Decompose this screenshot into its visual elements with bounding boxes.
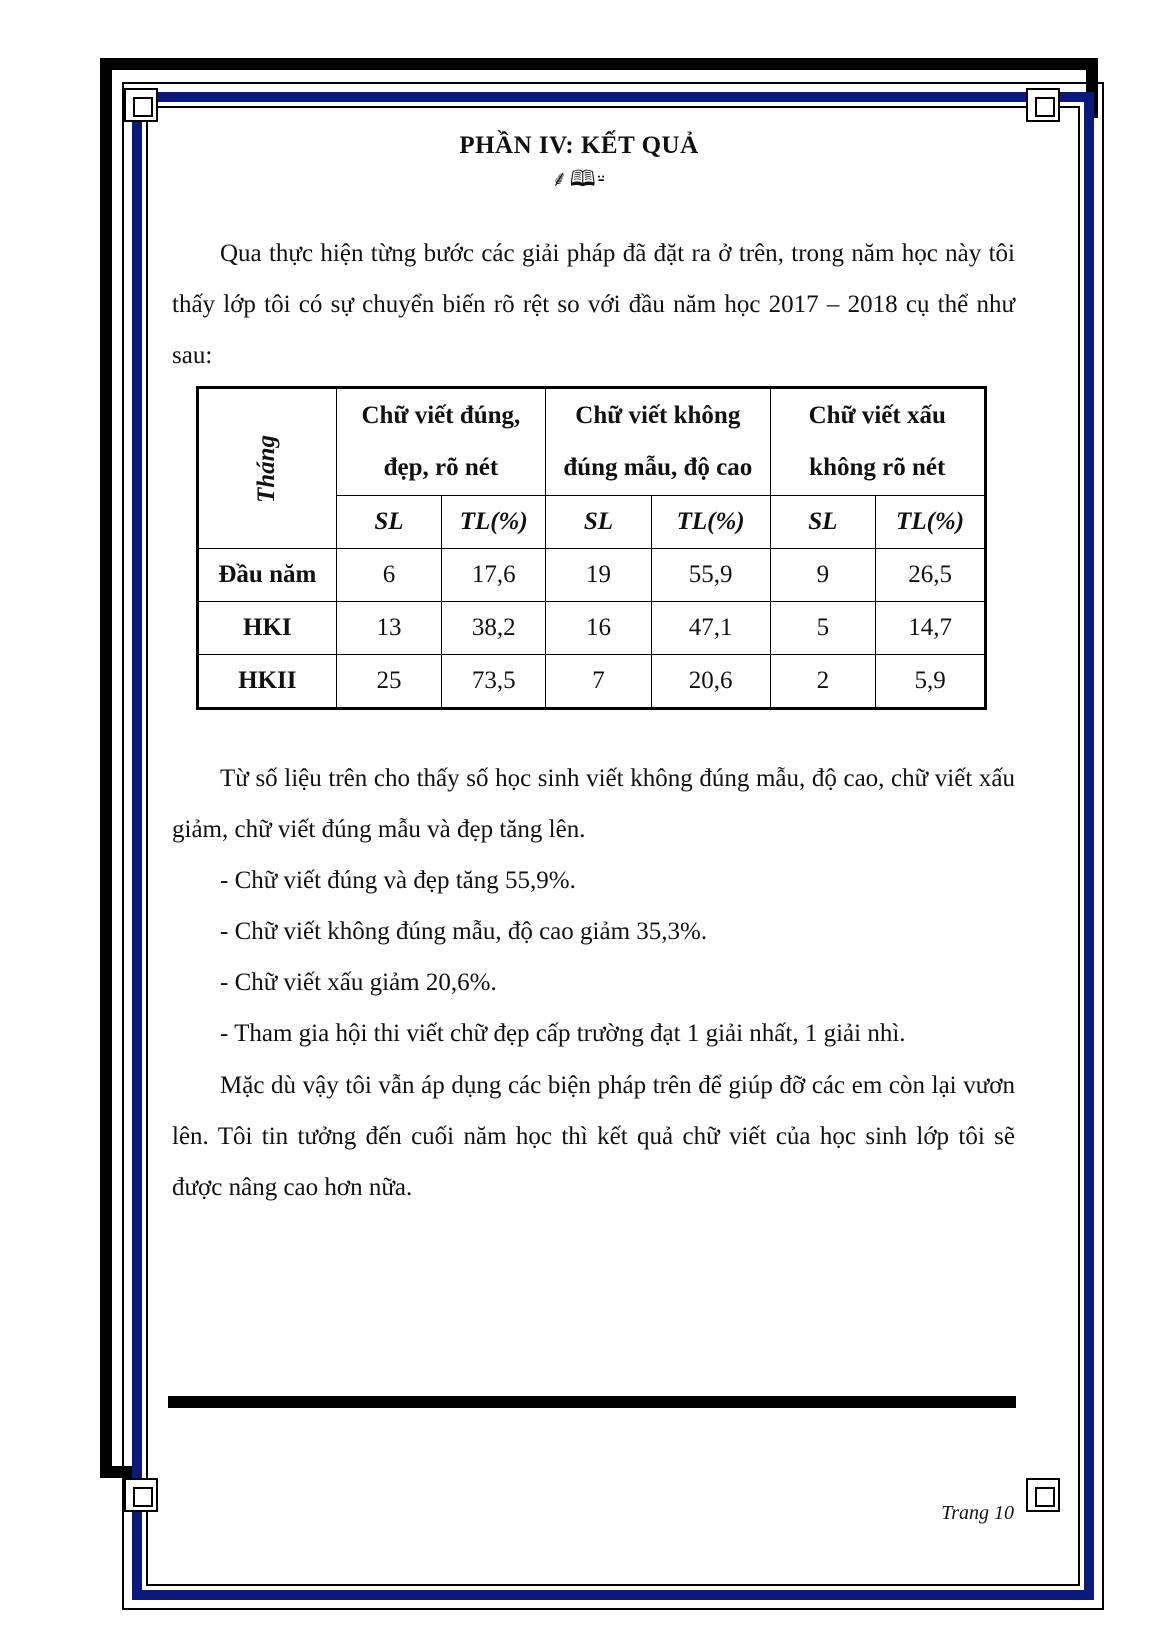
corner-ornament-bottom-left <box>124 1478 158 1512</box>
row-label: Đầu năm <box>198 549 337 602</box>
table-cell: 9 <box>770 549 876 602</box>
page-number: Trang 10 <box>941 1502 1014 1524</box>
footer-rule <box>168 1396 1016 1408</box>
group-header-line: đẹp, rõ nét <box>383 454 499 481</box>
subheader-cell: SL <box>546 496 652 549</box>
table-cell: 6 <box>336 549 442 602</box>
group-header <box>336 388 545 496</box>
result-bullet: - Chữ viết không đúng mẫu, độ cao giảm 35,3%. <box>220 918 708 945</box>
table-row <box>198 549 986 602</box>
corner-header <box>198 388 337 549</box>
table-cell: 55,9 <box>651 549 770 602</box>
table-cell: 26,5 <box>876 549 986 602</box>
table-cell: 16 <box>546 602 652 655</box>
table-cell: 38,2 <box>442 602 546 655</box>
subheader-cell: TL(%) <box>651 496 770 549</box>
results-table <box>196 386 987 710</box>
group-header-line: Chữ viết xấu <box>808 402 946 429</box>
table-cell: 5,9 <box>876 655 986 709</box>
table-row <box>198 602 986 655</box>
corner-ornament-top-right <box>1026 88 1060 122</box>
table-cell: 2 <box>770 655 876 709</box>
table-cell: 19 <box>546 549 652 602</box>
subheader-cell: SL <box>770 496 876 549</box>
subheader-cell: TL(%) <box>876 496 986 549</box>
analysis-paragraph: Từ số liệu trên cho thấy số học sinh viết không đúng mẫu, độ cao, chữ viết xấu giảm, chữ viết đúng mẫu và đẹp tăng lên. <box>172 765 1015 843</box>
corner-ornament-bottom-right <box>1026 1478 1060 1512</box>
table-cell: 13 <box>336 602 442 655</box>
page-title: PHẦN IV: KẾT QUẢ <box>459 132 699 159</box>
subheader-cell: SL <box>336 496 442 549</box>
group-header-line: không rõ nét <box>809 454 946 481</box>
table-cell: 14,7 <box>876 602 986 655</box>
table-cell: 20,6 <box>651 655 770 709</box>
result-bullet: - Tham gia hội thi viết chữ đẹp cấp trường đạt 1 giải nhất, 1 giải nhì. <box>220 1020 906 1047</box>
corner-header-label: Tháng <box>253 434 281 503</box>
table-cell: 7 <box>546 655 652 709</box>
group-header <box>546 388 770 496</box>
conclusion-paragraph: Mặc dù vậy tôi vẫn áp dụng các biện pháp trên để giúp đỡ các em còn lại vươn lên. Tôi tin tưởng đến cuối năm học thì kết quả chữ viết của học sinh lớp tôi sẽ được nâng cao hơn nữa. <box>172 1072 1015 1201</box>
table-cell: 25 <box>336 655 442 709</box>
row-label: HKII <box>198 655 337 709</box>
group-header-line: Chữ viết không <box>575 402 741 429</box>
group-header-line: đúng mẫu, độ cao <box>563 454 753 481</box>
group-header <box>770 388 986 496</box>
group-header-line: Chữ viết đúng, <box>361 402 521 429</box>
table-row <box>198 655 986 709</box>
table-cell: 47,1 <box>651 602 770 655</box>
intro-paragraph: Qua thực hiện từng bước các giải pháp đã đặt ra ở trên, trong năm học này tôi thấy lớp tôi có sự chuyển biến rõ rệt so với đầu năm học 2017 – 2018 cụ thể như sau: <box>172 240 1015 369</box>
title-ornament-icon: ⸙🕮⸚ <box>551 167 607 192</box>
table-cell: 73,5 <box>442 655 546 709</box>
result-bullet: - Chữ viết đúng và đẹp tăng 55,9%. <box>220 867 576 894</box>
table-cell: 17,6 <box>442 549 546 602</box>
corner-ornament-top-left <box>124 88 158 122</box>
subheader-cell: TL(%) <box>442 496 546 549</box>
row-label: HKI <box>198 602 337 655</box>
result-bullet: - Chữ viết xấu giảm 20,6%. <box>220 969 497 996</box>
table-cell: 5 <box>770 602 876 655</box>
table-header-row <box>198 388 986 496</box>
